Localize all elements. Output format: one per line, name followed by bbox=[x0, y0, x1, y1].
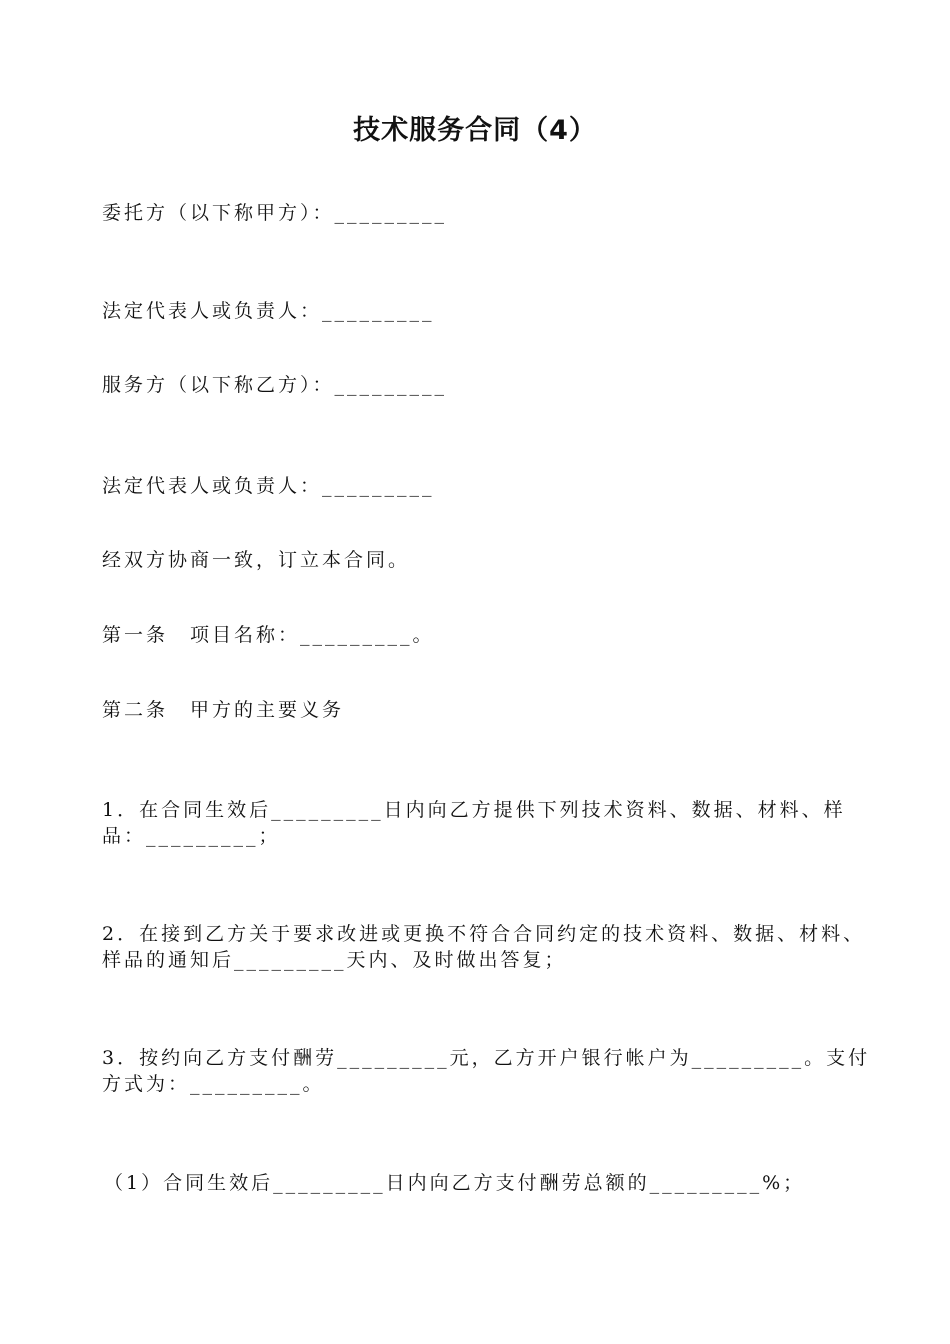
party-b-line: 服务方（以下称乙方）：_________ bbox=[102, 374, 448, 396]
party-a-line: 委托方（以下称甲方）：_________ bbox=[102, 202, 448, 224]
agreement-statement: 经双方协商一致，订立本合同。 bbox=[102, 549, 411, 571]
article-two-heading: 第二条 甲方的主要义务 bbox=[102, 699, 345, 721]
party-b-representative-line: 法定代表人或负责人：_________ bbox=[102, 475, 435, 497]
document-title: 技术服务合同（4） bbox=[353, 115, 597, 146]
clause-2: 2．在接到乙方关于要求改进或更换不符合合同约定的技术资料、数据、材料、样品的通知后_________天内、及时做出答复； bbox=[102, 923, 866, 971]
clause-1: 1．在合同生效后_________日内向乙方提供下列技术资料、数据、材料、样品：_________； bbox=[102, 799, 846, 847]
clause-3-subitem-1: （1）合同生效后_________日内向乙方支付酬劳总额的_________%； bbox=[104, 1172, 806, 1194]
article-one: 第一条 项目名称：_________。 bbox=[102, 624, 435, 646]
party-a-representative-line: 法定代表人或负责人：_________ bbox=[102, 300, 435, 322]
clause-3: 3．按约向乙方支付酬劳_________元，乙方开户银行帐户为_________。支付方式为：_________。 bbox=[102, 1047, 871, 1095]
